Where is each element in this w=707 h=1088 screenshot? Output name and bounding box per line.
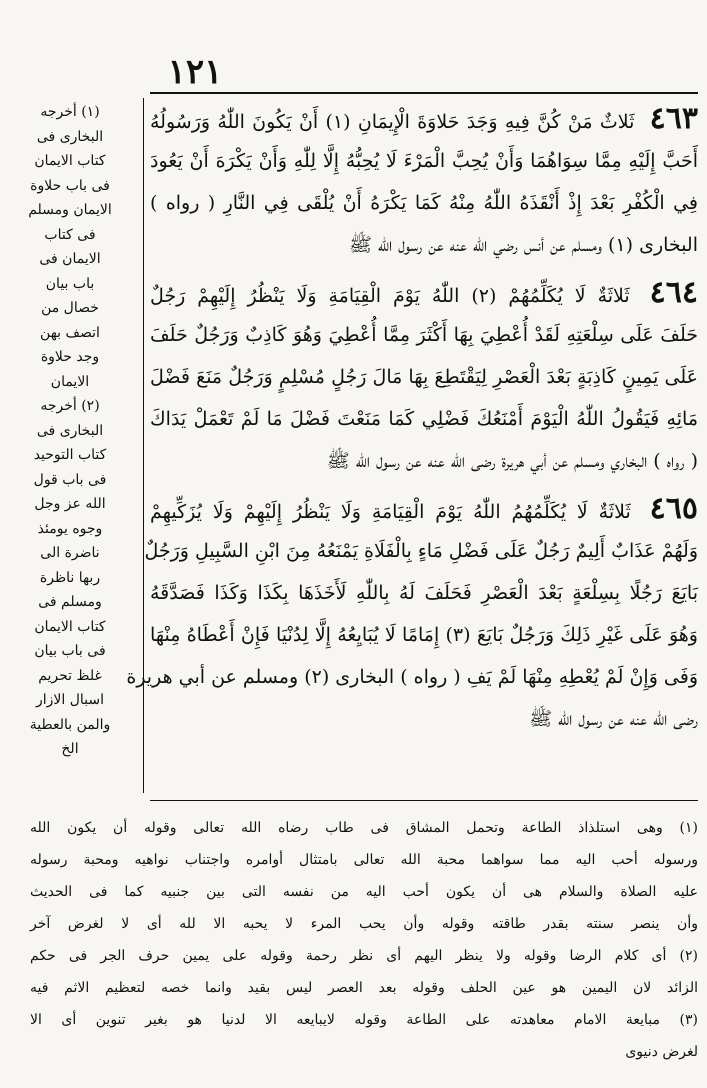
hadith-463 bbox=[150, 98, 698, 266]
hadith-line: فِي الْكُفْرِ بَعْدَ إِذْ أَنْقَذَهُ اللّٰهُ مِنْهُ كَمَا يَكْرَهُ أَنْ يُلْقَى فِي النَّارِ ( رواه ) bbox=[150, 192, 698, 214]
footnote-line: لغرض دنيوى bbox=[625, 1044, 698, 1060]
hadith-line: وَفَى وَإِنْ لَمْ يُعْطِهِ مِنْهَا لَمْ يَفِ ( رواه ) البخارى (٢) ومسلم عن أبي هريرة bbox=[126, 666, 698, 688]
margin-line: اتصف بهن bbox=[40, 324, 100, 341]
margin-line: اسبال الازار bbox=[35, 692, 105, 708]
hadith-line bbox=[150, 98, 698, 140]
hadith-line: البخارى (١) ومسلم عن أنس رضي الله عنه عن رسول الله ﷺ bbox=[348, 234, 698, 256]
margin-line: الايمان ومسلم bbox=[28, 202, 112, 218]
hadith-number: ٤٦٥ bbox=[649, 491, 698, 526]
hadith-text: ثَلاثٌ مَنْ كُنَّ فِيهِ وَجَدَ حَلاوَةَ الْإِيمَانِ (١) أَنْ يَكُونَ اللّٰهُ وَرَسُولُهُ bbox=[150, 111, 635, 133]
margin-line: باب بيان bbox=[45, 275, 95, 292]
footnote-line: ورسوله أحب اليه مما سواهما محبة الله تعالى بامتثال أوامره واجتناب نواهيه ومحبة رسوله bbox=[30, 852, 698, 868]
hadith-number: ٤٦٣ bbox=[649, 101, 698, 136]
margin-line: فى باب قول bbox=[33, 471, 107, 488]
footnote-rule bbox=[150, 800, 698, 801]
header-rule bbox=[150, 92, 698, 94]
main-text bbox=[126, 98, 699, 746]
footnote-line: عليه الصلاة والسلام هى أن يكون أحب اليه من نفسه التى بين جنبيه كما فى الحديث bbox=[30, 884, 698, 900]
hadith-line bbox=[150, 272, 698, 314]
margin-line: فى باب بيان bbox=[34, 643, 106, 659]
hadith-line: وَلَهُمْ عَذَابٌ أَلِيمٌ رَجُلٌ عَلَى فَضْلِ مَاءٍ بِالْفَلَاةِ يَمْنَعُهُ مِنَ ابْنِ السَّبِيلِ وَرَجُلٌ bbox=[144, 540, 698, 562]
margin-line: والمن بالعطية bbox=[29, 716, 111, 733]
margin-line: كتاب الايمان bbox=[34, 153, 106, 169]
margin-line: فى كتاب bbox=[44, 226, 96, 243]
margin-line: وجوه يومئذ bbox=[37, 520, 103, 537]
margin-line: وجد حلاوة bbox=[40, 349, 100, 365]
hadith-number: ٤٦٤ bbox=[649, 275, 698, 310]
hadith-line bbox=[150, 488, 698, 530]
footnote-line: (٣) مبايعة الامام معاهدته على الطاعة وقوله لايبايعه الا لدنيا هو بغير تنوين أى الا bbox=[30, 1012, 698, 1028]
hadith-465 bbox=[126, 488, 698, 740]
footnote-line: الزائد لان اليمين هو عين الحلف وقوله بعد العصر ليس بقيد وانما خصه لتعظيم الاثم فيه bbox=[30, 980, 698, 996]
hadith-line: عَلَى يَمِينٍ كَاذِبَةٍ بَعْدَ الْعَصْرِ لِيَقْتَطِعَ بِهَا مَالَ رَجُلٍ مُسْلِمٍ وَرَجُلٌ مَنَعَ فَضْلَ bbox=[150, 366, 698, 388]
hadith-464 bbox=[150, 272, 698, 482]
margin-line: (١) أخرجه bbox=[40, 104, 100, 120]
hadith-line: أَحَبَّ إِلَيْهِ مِمَّا سِوَاهُمَا وَأَنْ يُحِبَّ الْمَرْءَ لَا يُحِبُّهُ إِلَّا لِلّٰهِ وَأَنْ يَكْرَهَ أَنْ يَعُودَ bbox=[150, 150, 699, 172]
margin-line: الايمان فى bbox=[39, 251, 101, 267]
margin-line: ومسلم فى bbox=[38, 594, 102, 610]
hadith-line: وَهُوَ عَلَى غَيْرِ ذَلِكَ وَرَجُلٌ بَايَعَ (٣) إِمَامًا لَا يُبَايِعُهُ إِلَّا لِدُنْيَا فَإِنْ أَعْطَاهُ مِنْهَا bbox=[150, 624, 698, 646]
footnote-line: (١) وهى استلذاذ الطاعة وتحمل المشاق فى طاب رضاه الله تعالى وقوله أن يكون الله bbox=[30, 820, 698, 836]
margin-line: البخارى فى bbox=[36, 128, 104, 145]
margin-line: ربها ناظرة bbox=[39, 569, 101, 586]
page-number: ١٢١ bbox=[167, 52, 223, 92]
margin-line: خصال من bbox=[41, 300, 99, 316]
margin-line: كتاب الايمان bbox=[34, 618, 106, 635]
hadith-text: ثَلاثَةٌ لَا يُكَلِّمُهُمُ اللّٰهُ يَوْمَ الْقِيَامَةِ وَلَا يَنْظُرُ إِلَيْهِمْ وَلَا يُزَكِّيهِمْ bbox=[150, 501, 631, 523]
margin-line: الايمان bbox=[50, 373, 90, 390]
margin-divider bbox=[143, 98, 144, 793]
hadith-line: مَائِهِ فَيَقُولُ اللّٰهُ الْيَوْمَ أَمْنَعُكَ فَضْلِي كَمَا مَنَعْتَ فَضْلَ مَا لَمْ تَعْمَلْ يَدَاكَ bbox=[150, 408, 698, 430]
margin-line: (٢) أخرجه bbox=[40, 398, 100, 414]
margin-notes bbox=[4, 100, 136, 762]
hadith-text: ثَلاثَةٌ لَا يُكَلِّمُهُمْ (٢) اللّٰهُ يَوْمَ الْقِيَامَةِ وَلَا يَنْظُرُ إِلَيْهِمْ رَجُلٌ bbox=[150, 285, 630, 307]
margin-line: كتاب التوحيد bbox=[33, 447, 107, 463]
margin-line: ناضرة الى bbox=[40, 545, 100, 561]
hadith-line: ( رواه ) البخاري ومسلم عن أبي هريرة رضى الله عنه عن رسول الله ﷺ bbox=[326, 450, 698, 472]
margin-line: البخارى فى bbox=[36, 422, 104, 439]
footnotes bbox=[30, 812, 698, 1068]
margin-line: الله عز وجل bbox=[34, 496, 106, 512]
footnote-line: وأن ينصر سنته بقدر طاقته وقوله وأن يحب المرء لا يحبه الا لله أى لا لغرض آخر bbox=[30, 916, 698, 932]
margin-line: غلظ تحريم bbox=[38, 667, 102, 684]
margin-line: فى باب حلاوة bbox=[30, 177, 110, 194]
hadith-line: حَلَفَ عَلَى سِلْعَتِهِ لَقَدْ أُعْطِيَ بِهَا أَكْثَرَ مِمَّا أُعْطِيَ وَهُوَ كَاذِبٌ وَرَجُلٌ حَلَفَ bbox=[150, 324, 698, 346]
hadith-line: بَايَعَ رَجُلًا بِسِلْعَةٍ بَعْدَ الْعَصْرِ فَحَلَفَ لَهُ بِاللّٰهِ لَأَخَذَهَا بِكَذَا وَكَذَا فَصَدَّقَهُ bbox=[150, 582, 698, 604]
footnote-line: (٢) أى كلام الرضا وقوله ولا ينظر اليهم أى نظر رحمة وقوله على يمين حرف الجر فى حكم bbox=[30, 948, 698, 964]
margin-line: الخ bbox=[61, 741, 79, 757]
hadith-line: رضى الله عنه عن رسول الله ﷺ bbox=[529, 708, 698, 730]
